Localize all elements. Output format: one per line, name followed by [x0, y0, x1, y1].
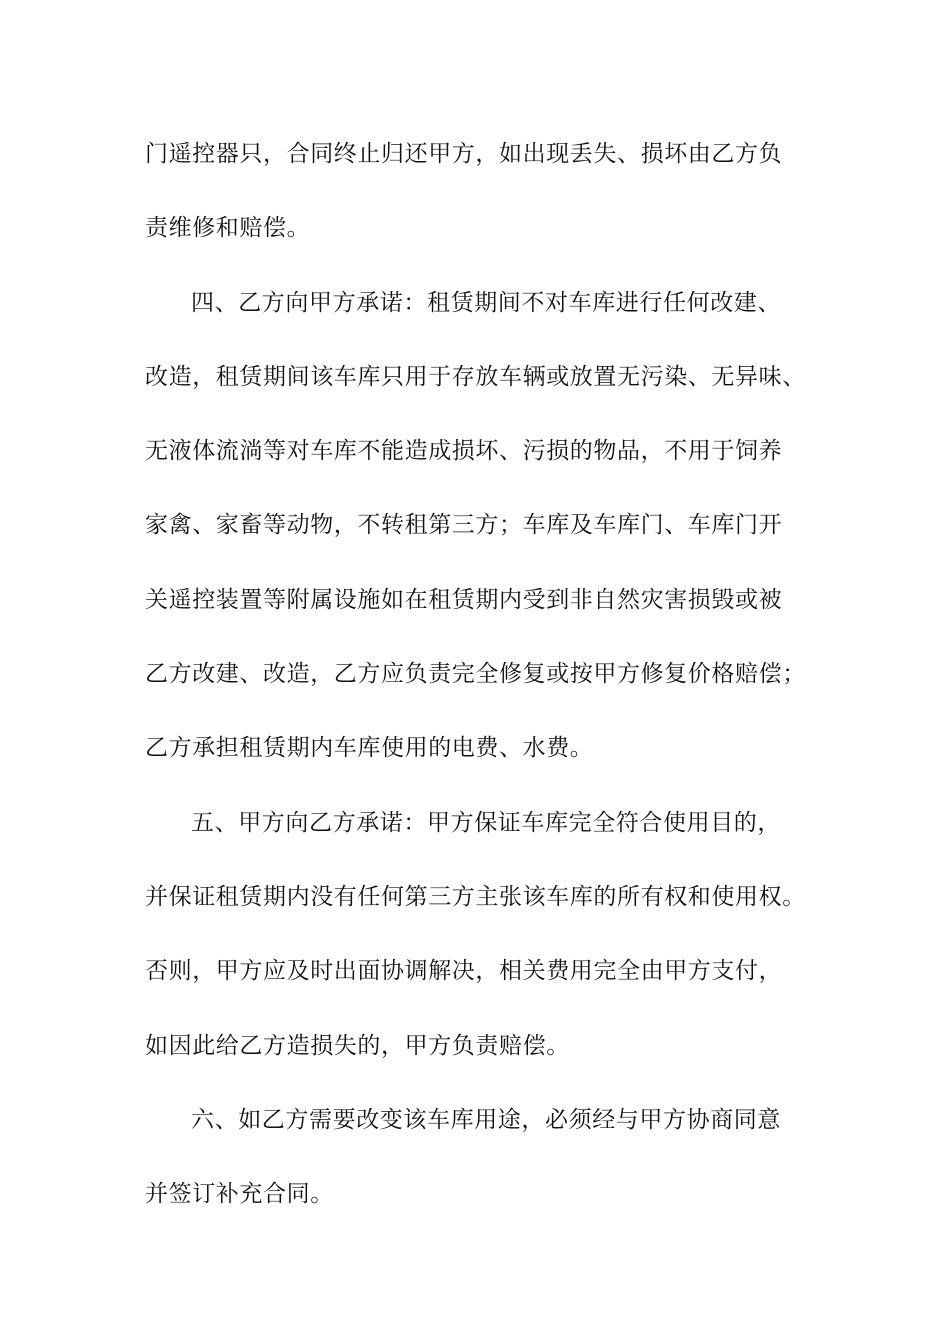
- text-line: 并保证租赁期内没有任何第三方主张该车库的所有权和使用权。: [145, 883, 806, 910]
- text-line: 门遥控器只，合同终止归还甲方，如出现丢失、损坏由乙方负: [145, 141, 783, 167]
- text-line: 否则，甲方应及时出面协调解决，相关费用完全由甲方支付，: [145, 958, 783, 985]
- text-line: 乙方承担租赁期内车库使用的电费、水费。: [145, 735, 594, 762]
- contract-text: [145, 129, 810, 1243]
- clause-4-heading-line: 四、乙方向甲方承诺：租赁期间不对车库进行任何改建、: [191, 289, 781, 316]
- text-line: 如因此给乙方造损失的，甲方负责赔偿。: [145, 1032, 570, 1059]
- text-line: 关遥控装置等附属设施如在租赁期内受到非自然灾害损毁或被: [145, 586, 783, 613]
- text-line: 并签订补充合同。: [145, 1181, 334, 1208]
- text-line: 乙方改建、改造，乙方应负责完全修复或按甲方修复价格赔偿；: [145, 661, 806, 688]
- text-line: 无液体流淌等对车库不能造成损坏、污损的物品，不用于饲养: [145, 438, 783, 465]
- text-line: 家禽、家畜等动物，不转租第三方；车库及车库门、车库门开: [145, 512, 783, 539]
- clause-5-heading-line: 五、甲方向乙方承诺：甲方保证车库完全符合使用目的，: [191, 809, 781, 836]
- text-line: 改造，租赁期间该车库只用于存放车辆或放置无污染、无异味、: [145, 363, 806, 390]
- clause-6-heading-line: 六、如乙方需要改变该车库用途，必须经与甲方协商同意: [191, 1106, 781, 1133]
- text-line: 责维修和赔偿。: [145, 215, 311, 242]
